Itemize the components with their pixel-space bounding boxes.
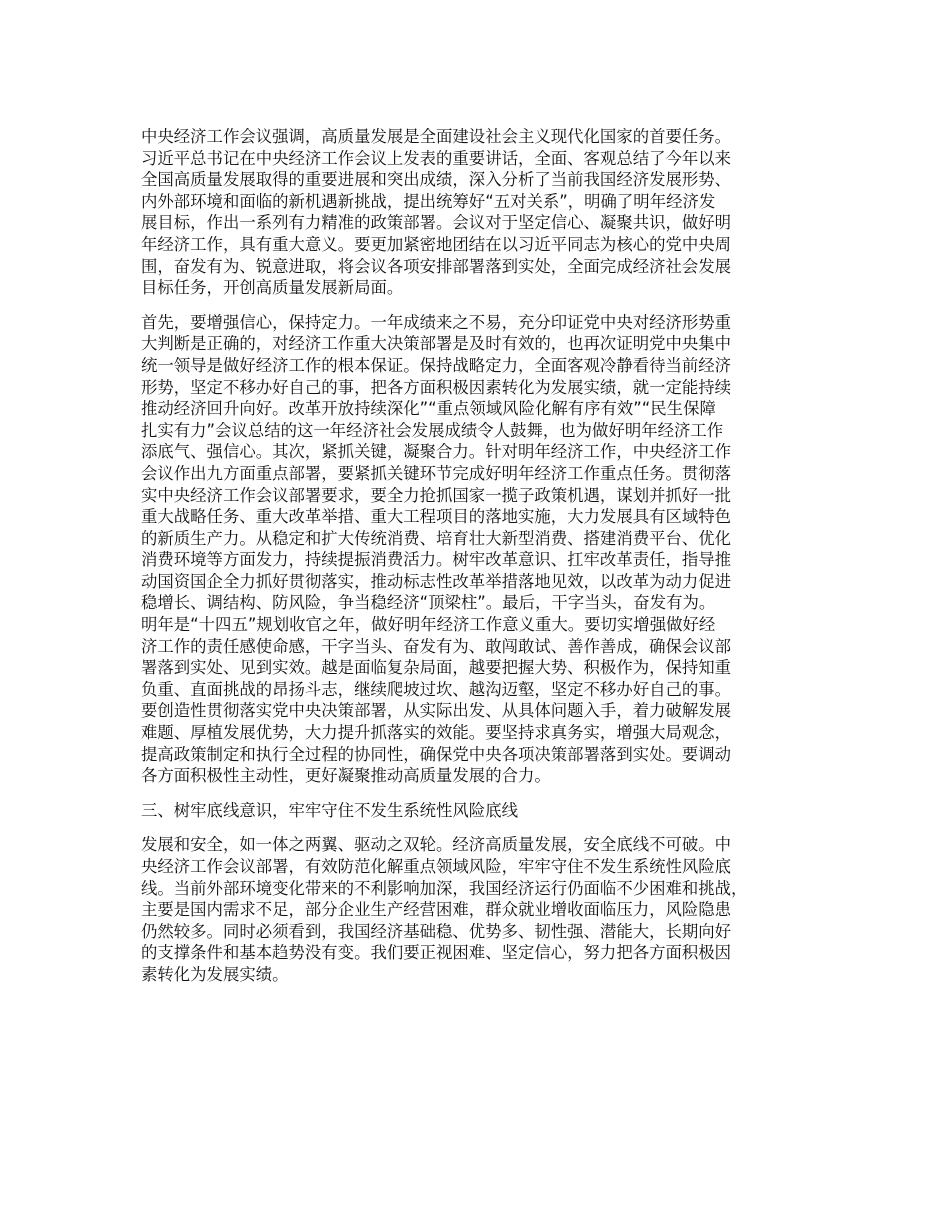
paragraph-intro: 中央经济工作会议强调，高质量发展是全面建设社会主义现代化国家的首要任务。 习近平总书记在中央经济工作会议上发表的重要讲话，全面、客观总结了今年以来 全国高质量发展取得的重要进展和突出成绩，深入分析了当前我国经济发展形势、 内外部环境和面临的新机遇新挑战，提出统筹好“五对关系”，明确了明年经济发 展目标，作出一系列有力精准的政策部署。会议对于坚定信心、凝聚共识，做好明 年经济工作，具有重大意义。要更加紧密地团结在以习近平同志为核心的党中央周 围，奋发有为、锐意进取，将会议各项安排部署落到实处，全面完成经济社会发展 目标任务，开创高质量发展新局面。 (141, 127, 732, 298)
paragraph-security: 发展和安全，如一体之两翼、驱动之双轮。经济高质量发展，安全底线不可破。中 央经济工作会议部署，有效防范化解重点领域风险，牢牢守住不发生系统性风险底 线。当前外部环境变化带来的不利影响加深，我国经济运行仍面临不少困难和挑战， 主要是国内需求不足，部分企业生产经营困难，群众就业增收面临压力，风险隐患 仍然较多。同时必须看到，我国经济基础稳、优势多、韧性强、潜能大，长期向好 的支撑条件和基本趋势没有变。我们要正视困难、坚定信心，努力把各方面积极因 素转化为发展实绩。 (141, 835, 748, 984)
document-body (141, 126, 831, 986)
paragraph-confidence: 首先，要增强信心，保持定力。一年成绩来之不易，充分印证党中央对经济形势重 大判断是正确的，对经济工作重大决策部署是及时有效的，也再次证明党中央集中 统一领导是做好经济工作的根本保证。保持战略定力，全面客观冷静看待当前经济 形势，坚定不移办好自己的事，把各方面积极因素转化为发展实绩，就一定能持续 推动经济回升向好。改革开放持续深化”“重点领域风险化解有序有效”“民生保障 扎实有力”会议总结的这一年经济社会发展成绩令人鼓舞，也为做好明年经济工作 添底气、强信心。其次，紧抓关键，凝聚合力。针对明年经济工作，中央经济工作 会议作出九方面重点部署，要紧抓关键环节完成好明年经济工作重点任务。贯彻落 实中央经济工作会议部署要求，要全力抢抓国家一揽子政策机遇，谋划并抓好一批 重大战略任务、重大改革举措、重大工程项目的落地实施，大力发展具有区域特色 的新质生产力。从稳定和扩大传统消费、培育壮大新型消费、搭建消费平台、优化 消费环境等方面发力，持续提振消费活力。树牢改革意识、扛牢改革责任，指导推 动国资国企全力抓好贯彻落实，推动标志性改革举措落地见效，以改革为动力促进 稳增长、调结构、防风险，争当稳经济“顶梁柱”。最后，干字当头，奋发有为。 明年是“十四五”规划收官之年，做好明年经济工作意义重大。要切实增强做好经 济工作的责任感使命感，干字当头、奋发有为、敢闯敢试、善作善成，确保会议部 署落到实处、见到实效。越是面临复杂局面，越要把握大势、积极作为，保持知重 负重、直面挑战的昂扬斗志，继续爬坡过坎、越沟迈壑，坚定不移办好自己的事。 要创造性贯彻落实党中央决策部署，从实际出发、从具体问题入手，着力破解发展 难题、厚植发展优势，大力提升抓落实的效能。要坚持求真务实，增强大局观念， 提高政策制定和执行全过程的协同性，确保党中央各项决策部署落到实处。要调动 各方面积极性主动性，更好凝聚推动高质量发展的合力。 (141, 312, 732, 786)
section-heading-bottom-line: 三、树牢底线意识，牢牢守住不发生系统性风险底线 (141, 800, 518, 820)
